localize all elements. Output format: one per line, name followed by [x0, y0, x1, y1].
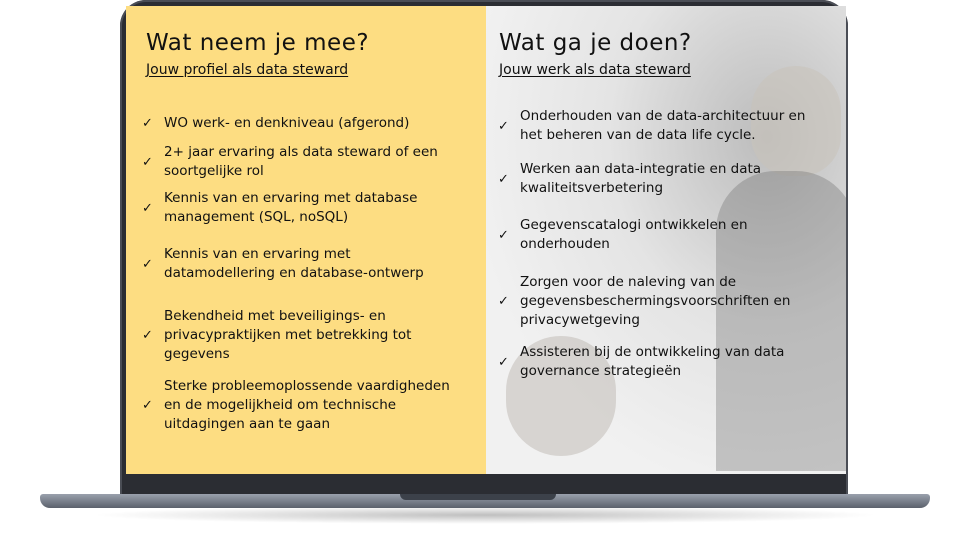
list-item-text: Onderhouden van de data-architectuur en het beheren van de data life cycle.: [520, 108, 806, 143]
list-item: [498, 215, 758, 255]
list-item: [142, 188, 442, 228]
profile-title: Wat neem je mee?: [146, 30, 370, 56]
list-item: [142, 376, 452, 434]
check-icon: ✓: [498, 354, 509, 370]
check-icon: ✓: [498, 293, 509, 309]
laptop-notch: [400, 494, 556, 500]
list-item-text: Werken aan data-integratie en data kwaliteitsverbetering: [520, 161, 762, 196]
list-item: [498, 272, 798, 330]
list-item: [498, 342, 808, 382]
check-icon: ✓: [142, 256, 153, 272]
work-subtitle: Jouw werk als data steward: [499, 62, 691, 78]
list-item-text: Gegevenscatalogi ontwikkelen en onderhouden: [520, 217, 748, 252]
check-icon: ✓: [142, 200, 153, 216]
check-icon: ✓: [142, 115, 153, 131]
list-item-text: Sterke probleemoplossende vaardigheden en de mogelijkheid om technische uitdagingen aan te gaan: [164, 377, 450, 432]
list-item-text: WO werk- en denkniveau (afgerond): [164, 114, 410, 131]
laptop-screen: [126, 6, 846, 474]
list-item-text: Zorgen voor de naleving van de gegevensbeschermingsvoorschriften en privacywetgeving: [520, 273, 791, 328]
check-icon: ✓: [142, 327, 153, 343]
laptop-shadow: [90, 506, 880, 524]
list-item: [142, 306, 432, 364]
list-item: [498, 159, 778, 199]
profile-panel: [126, 6, 486, 474]
check-icon: ✓: [498, 171, 509, 187]
check-icon: ✓: [142, 397, 153, 413]
list-item-text: Assisteren bij de ontwikkeling van data governance strategieën: [520, 344, 785, 379]
list-item-text: Kennis van en ervaring met datamodellering en database-ontwerp: [164, 246, 424, 281]
list-item-text: Bekendheid met beveiligings- en privacypraktijken met betrekking tot gegevens: [164, 307, 412, 362]
check-icon: ✓: [498, 118, 509, 134]
list-item: [142, 244, 462, 284]
check-icon: ✓: [498, 227, 509, 243]
list-item-text: 2+ jaar ervaring als data steward of een soortgelijke rol: [164, 144, 438, 179]
profile-subtitle: Jouw profiel als data steward: [146, 62, 349, 78]
list-item-text: Kennis van en ervaring met database management (SQL, noSQL): [164, 190, 418, 225]
list-item: [142, 142, 462, 182]
work-panel: [486, 6, 846, 474]
check-icon: ✓: [142, 154, 153, 170]
work-title: Wat ga je doen?: [499, 30, 692, 56]
list-item: [498, 106, 818, 146]
list-item: [142, 110, 472, 136]
